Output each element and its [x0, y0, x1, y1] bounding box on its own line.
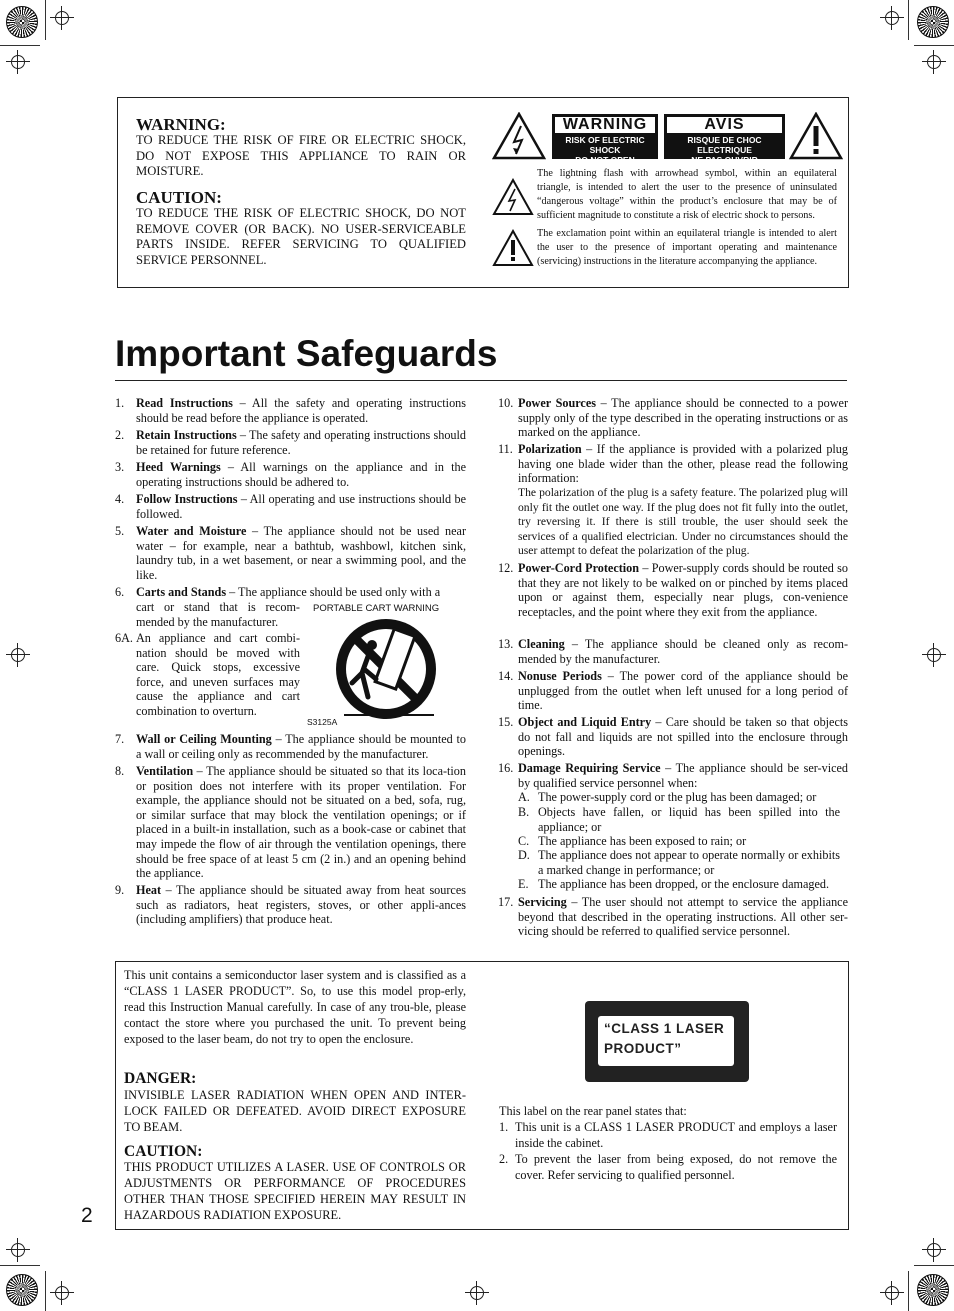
avis-badge	[664, 114, 785, 165]
list-item	[518, 895, 848, 939]
item-number: 4.	[115, 492, 125, 506]
item-number: 16.	[498, 761, 514, 775]
registration-starburst-bottom-left	[6, 1274, 38, 1306]
item-number: 1.	[115, 396, 125, 410]
item-heading: Wall or Ceiling Mounting	[136, 732, 272, 746]
list-item	[518, 442, 848, 486]
registration-mark	[50, 1281, 74, 1305]
badge-avis-sub2: NE PAS OUVRIR	[691, 155, 758, 165]
sub-item: The power-supply cord or the plug has been damaged; or	[538, 790, 817, 804]
lightning-triangle-small-icon	[492, 178, 534, 216]
item-heading: Water and Moisture	[136, 524, 247, 538]
item-text: – The appliance should be situated so that its loca-tion or position does not interfere with its proper ventilation. For example, the appliance should not be situated on a bed, sofa, rug, or similar surface that may block the ventilation openings; or if placed in a built-in installation, such as a book-case or cabinet that may impede the flow of air through the ventilation openings, there should be free space of at least 5 cm (2 in.) and an opening behind the appliance.	[136, 764, 466, 881]
sub-item-letter: A.	[518, 790, 530, 804]
class1-laser-label-text	[598, 1016, 734, 1066]
list-item	[518, 761, 848, 790]
laser-caution-heading: CAUTION:	[124, 1143, 203, 1160]
page-title: Important Safeguards	[115, 333, 498, 374]
item-heading: Polarization	[518, 442, 582, 456]
sub-item-letter: D.	[518, 848, 530, 862]
sub-item-letter: E.	[518, 877, 529, 891]
sub-item-letter: C.	[518, 834, 530, 848]
item-text: – Care should be taken so that objects do not fall and liquids are not spilled into the enclosure through openings.	[518, 715, 848, 759]
list-item	[136, 428, 466, 457]
list-item	[136, 492, 466, 521]
item-number: 11.	[498, 442, 513, 456]
list-item	[136, 732, 466, 761]
crop-mark	[914, 1265, 954, 1266]
sub-item: The appliance has been exposed to rain; or	[538, 834, 747, 848]
item-heading: Carts and Stands	[136, 585, 227, 599]
sub-item: The appliance does not appear to operate normally or exhibits a marked change in performance; or	[538, 848, 840, 877]
item-text: – The appliance should be connected to a power supply only of the type described in the operating instructions or as marked on the appliance.	[518, 396, 848, 440]
item-number: 15.	[498, 715, 514, 729]
badge-avis-title: AVIS	[666, 116, 783, 134]
item-text: – All the safety and operating instructions should be read before the appliance is operated.	[136, 396, 466, 425]
danger-text: INVISIBLE LASER RADIATION WHEN OPEN AND INTER-LOCK FAILED OR DEFEATED. AVOID DIRECT EXPOSURE TO BEAM.	[124, 1088, 466, 1134]
label-point-number: 1.	[499, 1120, 509, 1134]
item-text: – Power-supply cords should be routed so that they are not likely to be walked on or pinched by items placed upon or against them, especially near plugs, con-venience receptacles, and the point where they exit from the appliance.	[518, 561, 848, 619]
list-item-continuation: The polarization of the plug is a safety feature. The polarized plug will only fit the outlet one way. If the plug does not fit fully into the outlet, try reversing it. If there is still trouble, the user should seek the services of a qualified electrician. Under no circumstances should the user attempt to defeat the polarization of the plug.	[518, 486, 848, 558]
item-number: 12.	[498, 561, 514, 575]
registration-mark	[880, 1281, 904, 1305]
exclamation-explanation: The exclamation point within an equilateral triangle is intended to alert the user to the presence of important operating and maintenance (servicing) instructions in the literature accompanying the appliance.	[537, 228, 837, 267]
item-text: – The appliance should be ser-viced by qualified service personnel when:	[518, 761, 848, 790]
item-heading: Read Instructions	[136, 396, 233, 410]
item-number: 14.	[498, 669, 514, 683]
sub-item: Objects have fallen, or liquid has been spilled into the appliance; or	[538, 805, 840, 834]
list-item	[136, 883, 466, 927]
crop-mark	[908, 1271, 909, 1311]
label-line2: PRODUCT”	[604, 1041, 682, 1056]
item-text: – The appliance should not be used near water – for example, near a bathtub, washbowl, kitchen sink, laundry tub, in a wet basement, or near a swimming pool, and the like.	[136, 524, 467, 582]
crop-mark	[45, 0, 46, 40]
item-heading: Heed Warnings	[136, 460, 221, 474]
item-number: 10.	[498, 396, 514, 410]
item-text: – The appliance should be situated away from heat sources such as radiators, heat registers, stoves, or other appli-ances (including amplifiers) that produce heat.	[136, 883, 466, 927]
sub-item-letter: B.	[518, 805, 530, 819]
item-number: 6A.	[115, 631, 133, 645]
class1-laser-label	[585, 1001, 749, 1082]
item-number: 17.	[498, 895, 514, 909]
warning-badge	[552, 114, 658, 165]
registration-mark	[880, 6, 904, 30]
exclamation-triangle-icon	[789, 112, 843, 160]
item-number: 7.	[115, 732, 125, 746]
item-text: – The safety and operating instructions should be retained for future reference.	[136, 428, 466, 457]
lightning-explanation: The lightning flash with arrowhead symbol, within an equilateral triangle, is intended to alert the user to the presence of uninsulated “dangerous voltage” within the product’s enclosure that may be of sufficient magnitude to constitute a risk of electric shock to persons.	[537, 168, 837, 221]
item-text: – The appliance should be mounted to a wall or ceiling only as recommended by the manufacturer.	[136, 732, 466, 761]
item-text: – The appliance should be used only with a	[226, 585, 441, 599]
crop-mark	[0, 45, 40, 46]
list-item	[136, 585, 466, 600]
item-text: – The user should not attempt to service the appliance beyond that described in the operating instructions. All other ser-vicing should be referred to qualified service personnel.	[518, 895, 848, 939]
item-number: 13.	[498, 637, 514, 651]
item-heading: Ventilation	[136, 764, 194, 778]
list-item	[136, 396, 466, 425]
registration-mark	[50, 6, 74, 30]
crop-mark	[45, 1271, 46, 1311]
cart-caption: PORTABLE CART WARNING	[313, 603, 440, 614]
item-heading: Power Sources	[518, 396, 596, 410]
registration-starburst-top-left	[6, 6, 38, 38]
exclamation-triangle-small-icon	[492, 229, 534, 267]
item-text: – If the appliance is provided with a polarized plug having one blade wider than the other, please read the following information:	[518, 442, 848, 486]
label-point: To prevent the laser from being exposed, do not remove the cover. Refer servicing to qualified personnel.	[515, 1152, 837, 1182]
list-item-continuation: cart or stand that is recom-mended by the manufacturer.	[136, 600, 300, 629]
sub-item: The appliance has been dropped, or the enclosure damaged.	[538, 877, 830, 891]
caution-text: TO REDUCE THE RISK OF ELECTRIC SHOCK, DO NOT REMOVE COVER (OR BACK). NO USER-SERVICEABLE PARTS INSIDE. REFER SERVICING TO QUALIFIED SERVICE PERSONNEL.	[136, 206, 466, 267]
item-number: 6.	[115, 585, 125, 599]
list-item	[136, 460, 466, 489]
registration-mark	[922, 643, 946, 667]
list-item	[518, 561, 848, 619]
registration-mark	[922, 1238, 946, 1262]
registration-mark	[6, 643, 30, 667]
list-item	[136, 524, 466, 582]
page-number: 2	[81, 1204, 93, 1227]
item-number: 5.	[115, 524, 125, 538]
item-heading: Nonuse Periods	[518, 669, 602, 683]
badge-warning-title: WARNING	[554, 116, 656, 134]
item-heading: Heat	[136, 883, 162, 897]
list-item	[518, 637, 848, 666]
caution-heading: CAUTION:	[136, 188, 222, 207]
title-rule	[115, 380, 847, 381]
warning-box	[117, 97, 849, 288]
item-heading: Object and Liquid Entry	[518, 715, 652, 729]
label-point-number: 2.	[499, 1152, 509, 1166]
badge-warning-sub2: DO NOT OPEN	[575, 155, 635, 165]
laser-caution-text: THIS PRODUCT UTILIZES A LASER. USE OF CONTROLS OR ADJUSTMENTS OR PERFORMANCE OF PROCEDURES OTHER THAN THOSE SPECIFIED HEREIN MAY RESULT IN HAZARDOUS RADIATION EXPOSURE.	[124, 1160, 466, 1222]
label-point: This unit is a CLASS 1 LASER PRODUCT and employs a laser inside the cabinet.	[515, 1120, 837, 1150]
list-item	[136, 764, 466, 881]
warning-text: TO REDUCE THE RISK OF FIRE OR ELECTRIC SHOCK, DO NOT EXPOSE THIS APPLIANCE TO RAIN OR MOISTURE.	[136, 133, 466, 178]
list-item	[518, 396, 848, 440]
registration-starburst-top-right	[917, 6, 949, 38]
list-item	[518, 715, 848, 759]
lightning-triangle-icon	[492, 112, 546, 160]
item-text: – The power cord of the appliance should be unplugged from the outlet when left unused for a long period of time.	[518, 669, 848, 713]
item-number: 9.	[115, 883, 125, 897]
warning-heading: WARNING:	[136, 115, 226, 134]
danger-heading: DANGER:	[124, 1070, 197, 1087]
item-number: 3.	[115, 460, 125, 474]
item-heading: Follow Instructions	[136, 492, 238, 506]
laser-info-box	[115, 961, 849, 1230]
cart-tipping-warning-icon	[330, 617, 442, 721]
item-text: – All warnings on the appliance and in the operating instructions should be adhered to.	[136, 460, 466, 489]
laser-intro: This unit contains a semiconductor laser system and is classified as a “CLASS 1 LASER PRODUCT”. So, to use this model prop-erly, read this Instruction Manual carefully. In case of any trou-ble, please contact the store where you purchased the unit. To prevent being exposed to the laser beam, do not try to open the enclosure.	[124, 968, 466, 1046]
item-heading: Servicing	[518, 895, 567, 909]
crop-mark	[908, 0, 909, 40]
item-text: – All operating and use instructions should be followed.	[136, 492, 466, 521]
cart-code: S3125A	[307, 717, 338, 727]
registration-mark	[922, 50, 946, 74]
label-line1: “CLASS 1 LASER	[604, 1021, 725, 1036]
item-number: 2.	[115, 428, 125, 442]
item-heading: Damage Requiring Service	[518, 761, 661, 775]
crop-mark	[0, 1265, 40, 1266]
item-heading: Power-Cord Protection	[518, 561, 640, 575]
badge-avis-sub1: RISQUE DE CHOC ELECTRIQUE	[687, 135, 762, 155]
item-text: – The appliance should be cleaned only as recom-mended by the manufacturer.	[518, 637, 848, 666]
registration-starburst-bottom-right	[917, 1274, 949, 1306]
crop-mark	[914, 45, 954, 46]
item-heading: Retain Instructions	[136, 428, 237, 442]
badge-warning-sub1: RISK OF ELECTRIC SHOCK	[565, 135, 645, 155]
registration-mark	[465, 1281, 489, 1305]
registration-mark	[6, 1238, 30, 1262]
registration-mark	[6, 50, 30, 74]
item-number: 8.	[115, 764, 125, 778]
label-intro: This label on the rear panel states that:	[499, 1104, 687, 1118]
list-item: An appliance and cart combi-nation should be moved with care. Quick stops, excessive force, and uneven surfaces may cause the appliance and cart combination to overturn.	[136, 631, 300, 718]
list-item	[518, 669, 848, 713]
item-heading: Cleaning	[518, 637, 565, 651]
